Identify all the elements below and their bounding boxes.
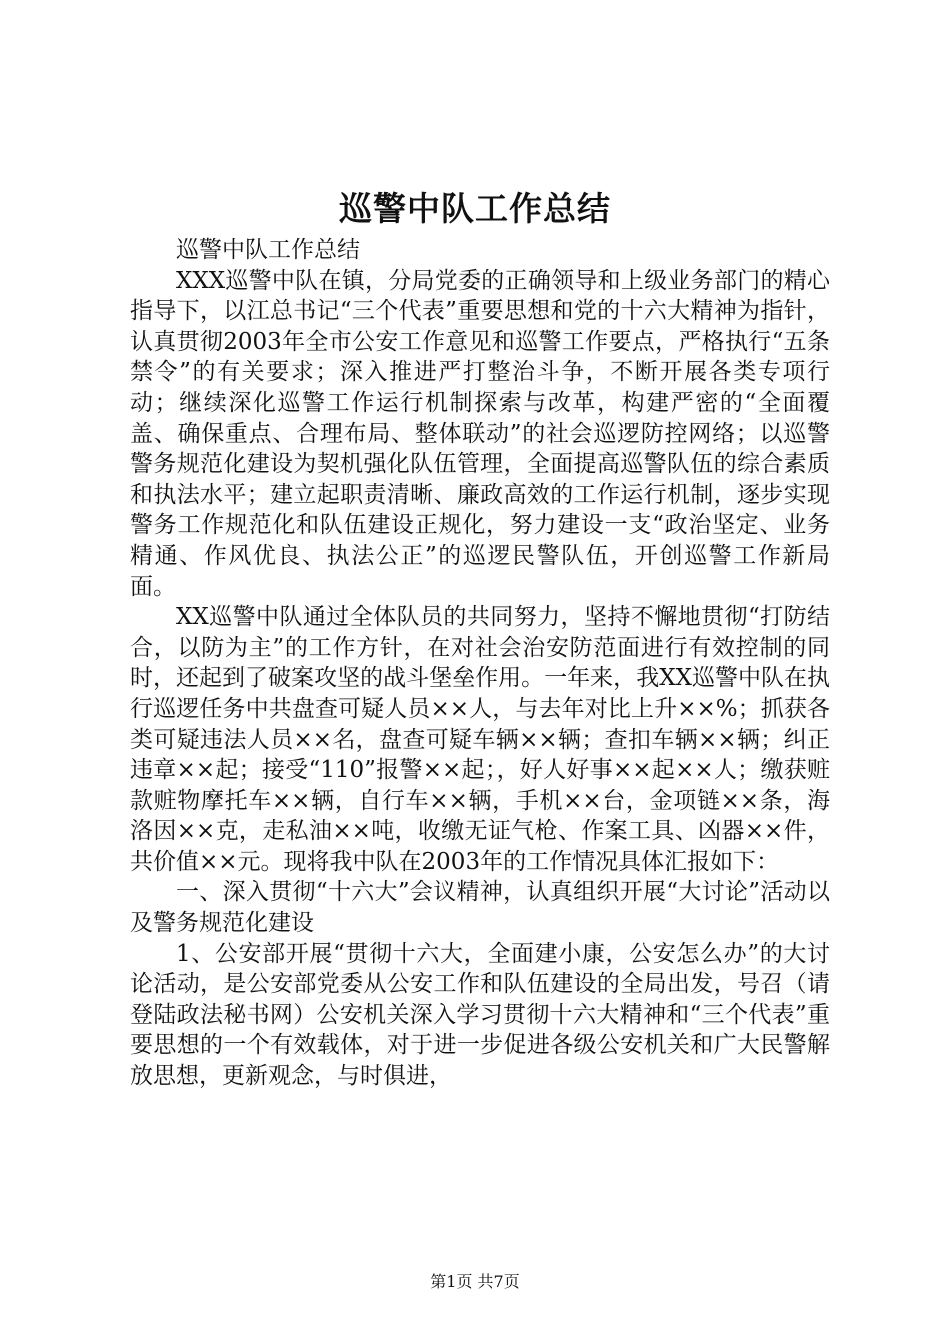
document-body xyxy=(130,235,830,1092)
paragraph-intro: XXX巡警中队在镇，分局党委的正确领导和上级业务部门的精心指导下，以江总书记“三个代表”重要思想和党的十六大精神为指针，认真贯彻2003年全市公安工作意见和巡警工作要点，严格执行“五条禁令”的有关要求；深入推进严打整治斗争，不断开展各类专项行动；继续深化巡警工作运行机制探索与改革，构建严密的“全面覆盖、确保重点、合理布局、整体联动”的社会巡逻防控网络；以巡警警务规范化建设为契机强化队伍管理，全面提高巡警队伍的综合素质和执法水平；建立起职责清晰、廉政高效的工作运行机制，逐步实现警务工作规范化和队伍建设正规化，努力建设一支“政治坚定、业务精通、作风优良、执法公正”的巡逻民警队伍，开创巡警工作新局面。 xyxy=(130,267,830,600)
page-footer: 第1页 共7页 xyxy=(430,1272,520,1291)
paragraph-summary: XX巡警中队通过全体队员的共同努力，坚持不懈地贯彻“打防结合，以防为主”的工作方针，在对社会治安防范面进行有效控制的同时，还起到了破案攻坚的战斗堡垒作用。一年来，我XX巡警中队在执行巡逻任务中共盘查可疑人员××人，与去年对比上升××%；抓获各类可疑违法人员××名，盘查可疑车辆××辆；查扣车辆××辆；纠正违章××起；接受“110”报警××起；，好人好事××起××人；缴获赃款赃物摩托车××辆，自行车××辆，手机××台，金项链××条，海洛因××克，走私油××吨，收缴无证气枪、作案工具、凶器××件，共价值××元。现将我中队在2003年的工作情况具体汇报如下： xyxy=(130,604,830,875)
document-subtitle: 巡警中队工作总结 xyxy=(176,237,360,263)
section-heading-1: 一、深入贯彻“十六大”会议精神，认真组织开展“大讨论”活动以及警务规范化建设 xyxy=(130,879,830,937)
paragraph-item-1: 1、公安部开展“贯彻十六大，全面建小康，公安怎么办”的大讨论活动，是公安部党委从公安工作和队伍建设的全局出发，号召（请登陆政法秘书网）公安机关深入学习贯彻十六大精神和“三个代表”重要思想的一个有效载体，对于进一步促进各级公安机关和广大民警解放思想，更新观念，与时俱进， xyxy=(130,940,830,1090)
document-title: 巡警中队工作总结 xyxy=(339,189,611,228)
